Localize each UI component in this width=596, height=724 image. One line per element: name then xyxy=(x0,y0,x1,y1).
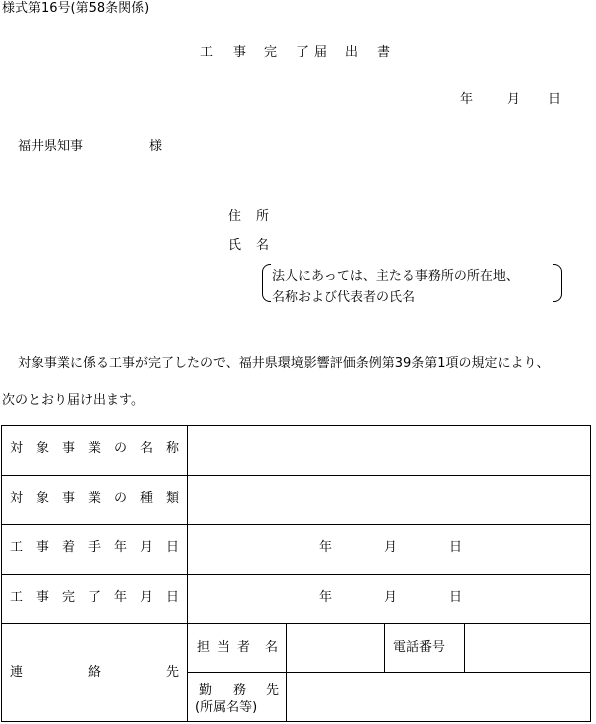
start-date-year: 年 xyxy=(319,540,333,555)
label-char: 日 xyxy=(166,540,180,555)
label-char: 類 xyxy=(166,491,180,506)
addressee-honorific: 様 xyxy=(149,139,163,154)
label-char: 対 xyxy=(10,491,24,506)
completion-date-day: 日 xyxy=(449,590,463,605)
label-char: 勤 xyxy=(199,683,213,698)
label-char: 了 xyxy=(88,590,102,605)
date-day: 日 xyxy=(548,92,562,107)
right-bracket xyxy=(553,264,562,302)
label-char: 事 xyxy=(62,441,76,456)
contact-col-divider xyxy=(384,623,385,673)
body-line-2: 次のとおり届け出ます。 xyxy=(2,393,144,408)
name-label-char: 名 xyxy=(256,238,270,253)
label-char: 名 xyxy=(140,441,154,456)
label-char: 事 xyxy=(62,491,76,506)
label-char: の xyxy=(114,441,128,456)
date-month: 月 xyxy=(507,92,521,107)
address-label-char: 所 xyxy=(256,209,270,224)
left-bracket xyxy=(262,264,271,302)
start-date-day: 日 xyxy=(449,540,463,555)
label-char: 着 xyxy=(62,540,76,555)
form-number: 様式第16号(第58条関係) xyxy=(2,1,150,16)
completion-date-year: 年 xyxy=(319,590,333,605)
table-row-divider xyxy=(1,574,591,575)
label-char: 業 xyxy=(88,441,102,456)
label-char: 名 xyxy=(265,640,279,655)
label-char: 月 xyxy=(140,590,154,605)
title-char: 書 xyxy=(377,45,391,60)
label-char: 完 xyxy=(62,590,76,605)
label-char: 種 xyxy=(140,491,154,506)
title-char: 了 xyxy=(296,45,310,60)
label-char: 先 xyxy=(166,665,180,680)
contact-col-divider xyxy=(286,623,287,722)
name-label-char: 氏 xyxy=(228,238,242,253)
contact-col-divider xyxy=(464,623,465,673)
workplace-sub-label: (所属名等) xyxy=(195,700,258,715)
table-row-divider xyxy=(1,524,591,525)
label-char: 工 xyxy=(10,540,24,555)
addressee-name: 福井県知事 xyxy=(18,139,84,154)
label-char: 工 xyxy=(10,590,24,605)
table-row-divider xyxy=(1,623,591,624)
label-char: 者 xyxy=(237,640,251,655)
label-char: 日 xyxy=(166,590,180,605)
date-year: 年 xyxy=(460,92,474,107)
label-char: 年 xyxy=(114,540,128,555)
note-line-2: 名称および代表者の氏名 xyxy=(272,290,416,305)
phone-number-label: 電話番号 xyxy=(393,640,446,655)
label-char: 月 xyxy=(140,540,154,555)
title-char: 完 xyxy=(264,45,278,60)
label-char: 絡 xyxy=(88,665,102,680)
title-char: 事 xyxy=(233,45,247,60)
label-char: 手 xyxy=(88,540,102,555)
label-char: 業 xyxy=(88,491,102,506)
title-char: 工 xyxy=(200,45,214,60)
label-char: 先 xyxy=(266,683,280,698)
label-char: 年 xyxy=(114,590,128,605)
table-border-bottom xyxy=(1,721,591,722)
label-char: 当 xyxy=(217,640,231,655)
label-char: 象 xyxy=(36,491,50,506)
note-line-1: 法人にあっては、主たる事務所の所在地、 xyxy=(272,269,519,284)
label-char: 務 xyxy=(233,683,247,698)
label-char: 対 xyxy=(10,441,24,456)
table-border-top xyxy=(1,425,591,426)
label-char: 事 xyxy=(36,590,50,605)
title-char: 届 xyxy=(314,45,328,60)
address-label-char: 住 xyxy=(228,209,242,224)
label-char: の xyxy=(114,491,128,506)
title-char: 出 xyxy=(345,45,359,60)
label-char: 担 xyxy=(197,640,211,655)
label-char: 連 xyxy=(10,665,24,680)
label-char: 称 xyxy=(166,441,180,456)
table-row-divider xyxy=(1,475,591,476)
corporate-note xyxy=(262,262,562,305)
start-date-month: 月 xyxy=(384,540,398,555)
label-char: 象 xyxy=(36,441,50,456)
completion-date-month: 月 xyxy=(384,590,398,605)
report-table xyxy=(1,425,591,722)
body-line-1: 対象事業に係る工事が完了したので、福井県環境影響評価条例第39条第1項の規定により、 xyxy=(18,356,550,371)
contact-row-divider xyxy=(187,672,591,673)
label-char: 事 xyxy=(36,540,50,555)
